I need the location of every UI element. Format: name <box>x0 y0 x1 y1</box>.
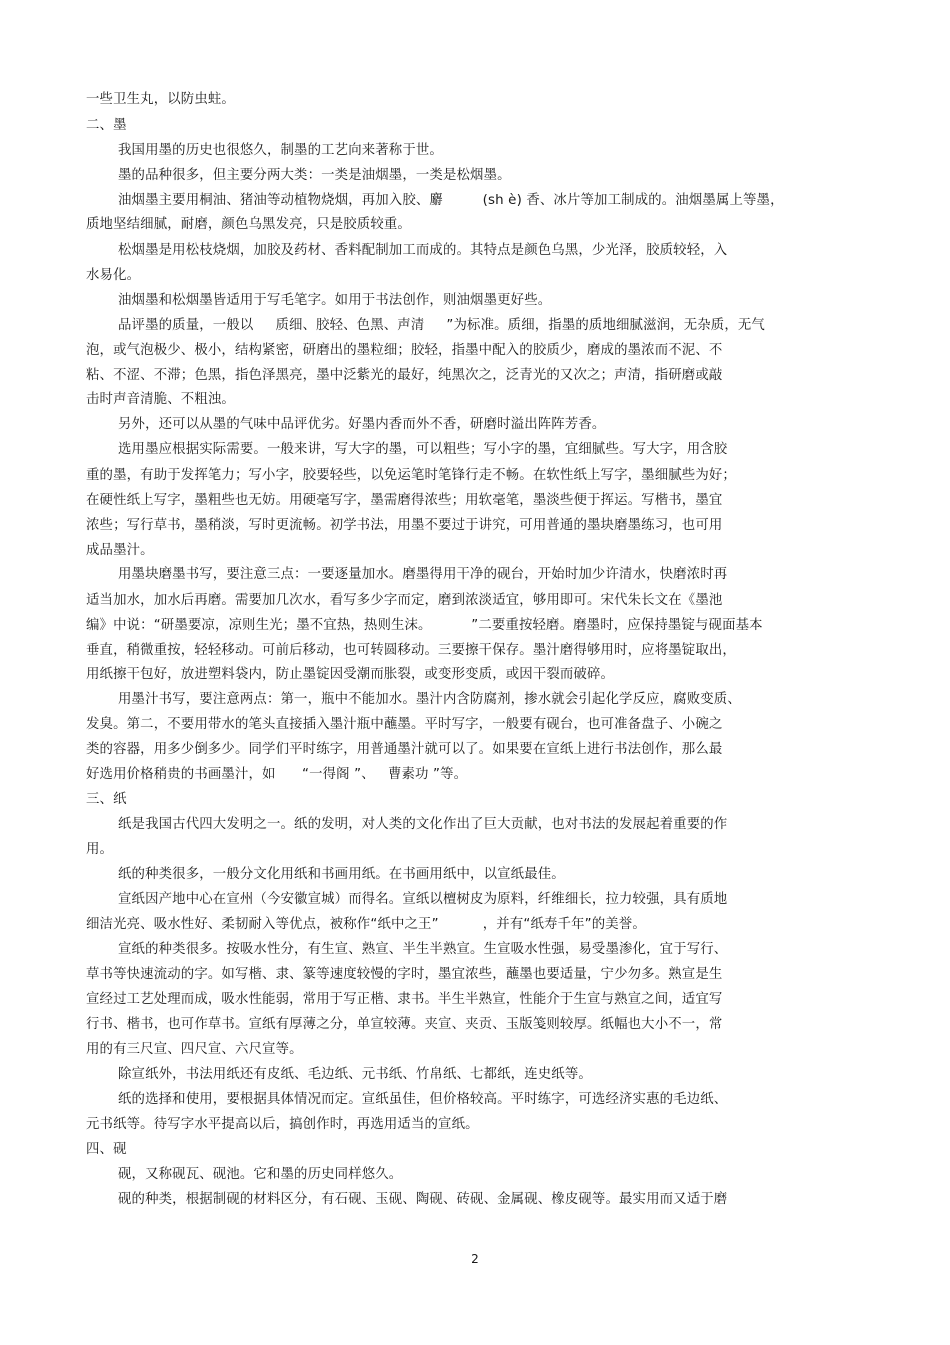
body-line: 墨的品种很多，但主要分两大类：一类是油烟墨，一类是松烟墨。 <box>118 168 511 183</box>
body-line: 成品墨汁。 <box>86 543 154 558</box>
body-line: 宣经过工艺处理而成，吸水性能弱，常用于写正楷、隶书。半生半熟宣，性能介于生宣与熟宣之间，适宜写 <box>86 992 723 1007</box>
body-line: 适当加水，加水后再磨。需要加几次水，看写多少字而定，磨到浓淡适宜，够用即可。宋代朱长文在《墨池 <box>86 593 723 608</box>
body-line: 我国用墨的历史也很悠久，制墨的工艺向来著称于世。 <box>118 143 443 158</box>
body-line: 选用墨应根据实际需要。一般来讲，写大字的墨，可以粗些；写小字的墨，宜细腻些。写大字，用含胶 <box>118 442 728 457</box>
body-line: 宣纸的种类很多。按吸水性分，有生宣、熟宣、半生半熟宣。生宣吸水性强，易受墨渗化，宜于写行、 <box>118 942 728 957</box>
body-line: 类的容器，用多少倒多少。同学们平时练字，用普通墨汁就可以了。如果要在宣纸上进行书法创作，那么最 <box>86 742 723 757</box>
body-line: 元书纸等。待写字水平提高以后，搞创作时，再选用适当的宣纸。 <box>86 1117 479 1132</box>
body-line: 质地坚结细腻，耐磨，颜色乌黑发亮，只是胶质较重。 <box>86 217 411 232</box>
body-line: 草书等快速流动的字。如写楷、隶、篆等速度较慢的字时，墨宜浓些，蘸墨也要适量，宁少勿多。熟宣是生 <box>86 967 723 982</box>
section-heading-paper: 三、纸 <box>86 792 127 807</box>
body-line: 用纸擦干包好，放进塑料袋内，防止墨锭因受潮而胀裂，或变形变质，或因干裂而破碎。 <box>86 667 615 682</box>
body-line: 好选用价格稍贵的书画墨汁，如 “一得阁 ”、 曹素功 ”等。 <box>86 767 468 782</box>
body-line: 油烟墨和松烟墨皆适用于写毛笔字。如用于书法创作，则油烟墨更好些。 <box>118 293 552 308</box>
body-line: 油烟墨主要用桐油、猪油等动植物烧烟，再加入胶、麝 (sh è) 香、冰片等加工制成的。油烟墨属上等墨， <box>118 193 784 208</box>
body-line: 松烟墨是用松枝烧烟，加胶及药材、香料配制加工而成的。其特点是颜色乌黑，少光泽，胶质较轻，入 <box>118 243 728 258</box>
body-line: 泡，或气泡极少、极小，结构紧密，研磨出的墨粒细；胶轻，指墨中配入的胶质少，磨成的墨浓而不泥、不 <box>86 343 723 358</box>
body-line: 在硬性纸上写字，墨粗些也无妨。用硬毫写字，墨需磨得浓些；用软毫笔，墨淡些便于挥运。写楷书，墨宜 <box>86 493 723 508</box>
body-line: 用。 <box>86 842 114 857</box>
body-line: 水易化。 <box>86 268 141 283</box>
body-line: 另外，还可以从墨的气味中品评优劣。好墨内香而外不香，研磨时溢出阵阵芳香。 <box>118 417 606 432</box>
body-line: 击时声音清脆、不粗浊。 <box>86 392 235 407</box>
body-line: 除宣纸外，书法用纸还有皮纸、毛边纸、元书纸、竹帛纸、七都纸，连史纸等。 <box>118 1067 592 1082</box>
page-number: 2 <box>471 1252 479 1266</box>
body-line: 品评墨的质量，一般以 质细、胶轻、色黑、声清 ”为标准。质细，指墨的质地细腻滋润，无杂质，无气 <box>118 318 765 333</box>
section-heading-inkstone: 四、砚 <box>86 1142 127 1157</box>
body-line: 纸的选择和使用，要根据具体情况而定。宣纸虽佳，但价格较高。平时练字，可选经济实惠的毛边纸、 <box>118 1092 728 1107</box>
body-line: 重的墨，有助于发挥笔力；写小字，胶要轻些，以免运笔时笔锋行走不畅。在软性纸上写字，墨细腻些为好； <box>86 468 736 483</box>
body-line: 粘、不涩、不滞；色黑，指色泽黑亮，墨中泛紫光的最好，纯黑次之，泛青光的又次之；声清，指研磨或敲 <box>86 368 723 383</box>
body-line: 用墨汁书写，要注意两点：第一，瓶中不能加水。墨汁内含防腐剂，掺水就会引起化学反应，腐败变质、 <box>118 692 741 707</box>
body-line: 纸是我国古代四大发明之一。纸的发明，对人类的文化作出了巨大贡献，也对书法的发展起着重要的作 <box>118 817 728 832</box>
body-line: 宣纸因产地中心在宣州（今安徽宣城）而得名。宣纸以檀树皮为原料，纤维细长，拉力较强，具有质地 <box>118 892 728 907</box>
body-line: 行书、楷书，也可作草书。宣纸有厚薄之分，单宣较薄。夹宣、夹贡、玉版笺则较厚。纸幅也大小不一，常 <box>86 1017 723 1032</box>
body-line: 浓些；写行草书，墨稍淡，写时更流畅。初学书法，用墨不要过于讲究，可用普通的墨块磨墨练习，也可用 <box>86 518 723 533</box>
body-line: 砚，又称砚瓦、砚池。它和墨的历史同样悠久。 <box>118 1167 403 1182</box>
body-line: 发臭。第二，不要用带水的笔头直接插入墨汁瓶中蘸墨。平时写字，一般要有砚台，也可准备盘子、小碗之 <box>86 717 723 732</box>
body-line: 砚的种类，根据制砚的材料区分，有石砚、玉砚、陶砚、砖砚、金属砚、橡皮砚等。最实用而又适于磨 <box>118 1192 728 1207</box>
body-line: 用的有三尺宣、四尺宣、六尺宣等。 <box>86 1042 303 1057</box>
section-heading-ink: 二、墨 <box>86 118 127 133</box>
body-line: 一些卫生丸，以防虫蛀。 <box>86 92 235 107</box>
body-line: 用墨块磨墨书写，要注意三点：一要逐量加水。磨墨得用干净的砚台，开始时加少许清水，快磨浓时再 <box>118 567 728 582</box>
body-line: 编》中说：“研墨要凉，凉则生光；墨不宜热，热则生沫。 ”二要重按轻磨。磨墨时，应保持墨锭与砚面基本 <box>86 618 763 633</box>
body-line: 垂直，稍微重按，轻轻移动。可前后移动，也可转圆移动。三要擦干保存。墨汁磨得够用时，应将墨锭取出， <box>86 643 736 658</box>
body-line: 纸的种类很多，一般分文化用纸和书画用纸。在书画用纸中，以宣纸最佳。 <box>118 867 565 882</box>
body-line: 细洁光亮、吸水性好、柔韧耐入等优点，被称作“纸中之王” ，并有“纸寿千年”的美誉。 <box>86 917 646 932</box>
